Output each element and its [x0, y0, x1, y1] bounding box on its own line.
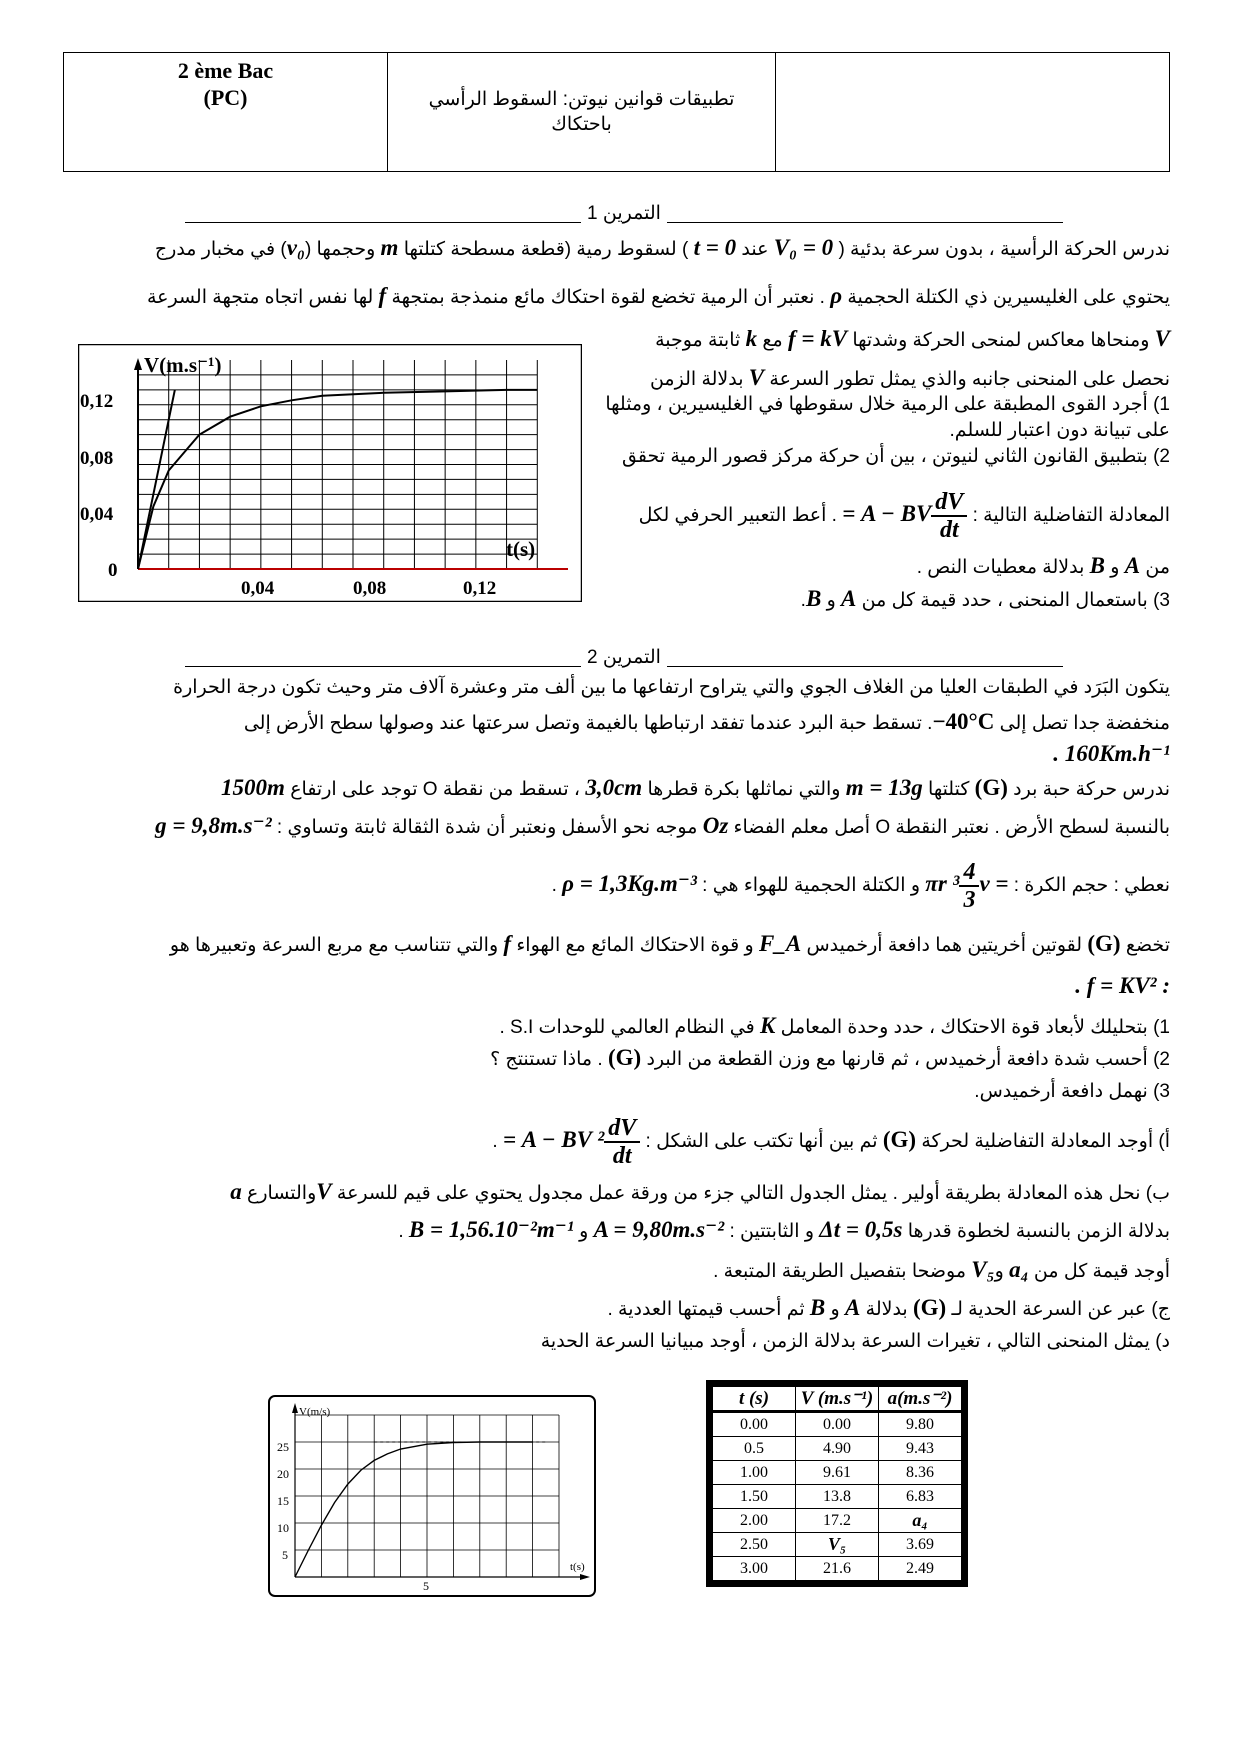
chart1-frame [79, 345, 582, 602]
level-line2: (PC) [203, 85, 248, 110]
exercise1-heading: التمرين 1 [185, 202, 1063, 223]
table-cell: 17.2 [796, 1509, 879, 1533]
ex1-line3: V ومنحاها معاكس لمنحى الحركة وشدتها f = kV مع k ثابتة موجبة [655, 326, 1170, 351]
title-line1: تطبيقات قوانين نيوتن: السقوط الرأسي [428, 89, 735, 110]
ex1-line4: نحصل على المنحنى جانبه والذي يمثل تطور السرعة V بدلالة الزمن [649, 365, 1170, 390]
table-cell: 0.00 [713, 1412, 796, 1437]
exercise2-heading: التمرين 2 [185, 646, 1063, 667]
ex1-q2d: من A و B بدلالة معطيات النص . [916, 553, 1170, 578]
ex2-line4: ندرس حركة حبة برد (G) كتلتها m = 13g والتي نماثلها بكرة قطرها 3,0cm ، تسقط من نقطة O توجد على ارتفاع 1500m [221, 775, 1170, 800]
chart1 [78, 344, 582, 602]
ex1-fraction: $\frac{dV}{dt}$ [931, 489, 967, 543]
table-cell: 2.00 [713, 1509, 796, 1533]
blank-cell [775, 53, 1169, 171]
table-cell: 9.61 [796, 1461, 879, 1485]
ex2-qb1: ب) نحل هذه المعادلة بطريقة أولير . يمثل الجدول التالي جزء من ورقة عمل مجدول يحتوي على قيم للسرعة Vوالتسارع a [230, 1179, 1170, 1204]
ex2-qc: ج) عبر عن السرعة الحدية لـ (G) بدلالة A و B ثم أحسب قيمتها العددية . [607, 1295, 1170, 1320]
table-cell: 9.43 [879, 1437, 962, 1461]
table-header: V (m.s⁻¹) [796, 1387, 879, 1412]
euler-table [712, 1386, 962, 1581]
table-cell: 4.90 [796, 1437, 879, 1461]
ex2-line5: بالنسبة لسطح الأرض . نعتبر النقطة O أصل معلم الفضاء Oz موجه نحو الأسفل ونعتبر أن شدة الثقالة ثابتة وتساوي : g = 9,8m.s⁻² [155, 813, 1170, 838]
table-cell: 21.6 [796, 1557, 879, 1581]
ex2-qd: د) يمثل المنحنى التالي ، تغيرات السرعة بدلالة الزمن ، أوجد مبيانيا السرعة الحدية [540, 1331, 1170, 1352]
chart1-xlabel: t(s) [506, 537, 536, 561]
chart1-ytick: 0 [108, 560, 118, 581]
chart2-xlabel: t(s) [570, 1561, 585, 1573]
chart2-ytick: 15 [277, 1494, 289, 1508]
table-cell: 2.50 [713, 1533, 796, 1557]
table-header-row [713, 1387, 962, 1412]
title-line2: باحتكاك [551, 114, 612, 135]
table-cell: 8.36 [879, 1461, 962, 1485]
chart2-ytick: 25 [277, 1440, 289, 1454]
title-cell [387, 53, 775, 171]
table-cell: 1.50 [713, 1485, 796, 1509]
table-row [713, 1533, 962, 1557]
table-cell: 0.5 [713, 1437, 796, 1461]
table-cell: 0.00 [796, 1412, 879, 1437]
ex2-line8: . f = KV² : [1075, 973, 1170, 998]
ex1-q2b: المعادلة التفاضلية التالية : $\frac{dV}{dt}$ = A − BV . أعط التعبير الحرفي لكل [638, 488, 1170, 543]
ex1-q2a: 2) بتطبيق القانون الثاني لنيوتن ، بين أن حركة مركز قصور الرمية تحقق [622, 446, 1170, 467]
table-cell: a₄ [879, 1509, 962, 1533]
table-row [713, 1437, 962, 1461]
chart2-ytick: 20 [277, 1467, 289, 1481]
chart1-ytick: 0,12 [80, 391, 114, 412]
table-header: t (s) [713, 1387, 796, 1412]
chart1-xtick: 0,04 [241, 578, 275, 599]
ex1-line2: يحتوي على الغليسيرين ذي الكتلة الحجمية ρ . نعتبر أن الرمية تخضع لقوة احتكاك مائع منمذجة بمتجهة f لها نفس اتجاه متجهة السرعة [146, 283, 1170, 308]
chart1-xtick: 0,12 [463, 578, 497, 599]
ex1-line1: ندرس الحركة الرأسية ، بدون سرعة بدئية ( V₀ = 0 عند t = 0 ) لسقوط رمية (قطعة مسطحة كتلتها m وحجمها (v₀) في مخبار مدرج [154, 235, 1170, 260]
chart2-ytick: 5 [282, 1548, 288, 1562]
ex1-q1b: على تبيانة دون اعتبار للسلم. [949, 420, 1170, 441]
ex2-q3: 3) نهمل دافعة أرخميدس. [974, 1081, 1170, 1102]
ex2-line7: تخضع (G) لقوتين أخريتين هما دافعة أرخميدس F_A و قوة الاحتكاك المائع مع الهواء f والتي تتناسب مع مربع السرعة وتعبيرها هو [169, 931, 1170, 956]
chart1-xtick: 0,08 [353, 578, 387, 599]
ex2-qb3: أوجد قيمة كل من a₄ وV₅ موضحا بتفصيل الطريقة المتبعة . [713, 1257, 1170, 1282]
table-cell: V₅ [796, 1533, 879, 1557]
table-cell: 9.80 [879, 1412, 962, 1437]
chart1-ytick: 0,08 [80, 448, 114, 469]
table-row [713, 1412, 962, 1437]
table-cell: 3.00 [713, 1557, 796, 1581]
ex2-line3: . 160Km.h⁻¹ [1053, 741, 1170, 766]
table-row [713, 1557, 962, 1581]
table-header: a(m.s⁻²) [879, 1387, 962, 1412]
header-table [63, 52, 1170, 172]
chart2-ylabel: V(m/s) [299, 1406, 331, 1418]
table-row [713, 1485, 962, 1509]
table-cell: 3.69 [879, 1533, 962, 1557]
ex1-q3: 3) باستعمال المنحنى ، حدد قيمة كل من A و B. [800, 586, 1170, 611]
chart2-ytick: 10 [277, 1521, 289, 1535]
level-line1: 2 ème Bac [177, 58, 274, 83]
sphere-fraction: $\frac{4}{3}$ [959, 859, 979, 913]
qa-fraction: $\frac{dV}{dt}$ [604, 1115, 640, 1169]
ex2-qb2: بدلالة الزمن بالنسبة لخطوة قدرها Δt = 0,5s و الثابتتين : A = 9,80m.s⁻² و B = 1,56.10⁻²m⁻¹ . [398, 1217, 1170, 1242]
table-cell: 2.49 [879, 1557, 962, 1581]
chart1-ylabel: V(m.s⁻¹) [144, 353, 222, 377]
chart2-xtick: 5 [423, 1579, 429, 1593]
ex2-line2: منخفضة جدا تصل إلى −40°C. تسقط حبة البرد عندما تفقد ارتباطها بالغيمة وتصل سرعتها عند وصولها سطح الأرض إلى [243, 709, 1170, 734]
table-cell: 13.8 [796, 1485, 879, 1509]
ex2-line1: يتكون البَرَد في الطبقات العليا من الغلاف الجوي والتي يتراوح ارتفاعها ما بين ألف متر وعشرة آلاف متر وحيث تكون درجة الحرارة [173, 677, 1170, 698]
ex2-q2: 2) أحسب شدة دافعة أرخميدس ، ثم قارنها مع وزن القطعة من البرد (G) . ماذا تستنتج ؟ [490, 1045, 1170, 1070]
chart2 [268, 1395, 596, 1597]
chart1-ytick: 0,04 [80, 504, 114, 525]
ex2-q1: 1) بتحليلك لأبعاد قوة الاحتكاك ، حدد وحدة المعامل K في النظام العالمي للوحدات S.I . [499, 1013, 1170, 1038]
ex2-qa: أ) أوجد المعادلة التفاضلية لحركة (G) ثم بين أنها تكتب على الشكل : $\frac{dV}{dt}$ = A − BV ² . [492, 1114, 1170, 1169]
table-row [713, 1509, 962, 1533]
table-cell: 1.00 [713, 1461, 796, 1485]
level-cell [64, 53, 387, 171]
table-cell: 6.83 [879, 1485, 962, 1509]
ex1-q1a: 1) أجرد القوى المطبقة على الرمية خلال سقوطها في الغليسيرين ، ومثلها [605, 394, 1170, 415]
ex2-line6: نعطي : حجم الكرة : v = $\frac{4}{3}$ πr ³ و الكتلة الحجمية للهواء هي : ρ = 1,3Kg.m⁻³ . [551, 858, 1170, 913]
table-row [713, 1461, 962, 1485]
